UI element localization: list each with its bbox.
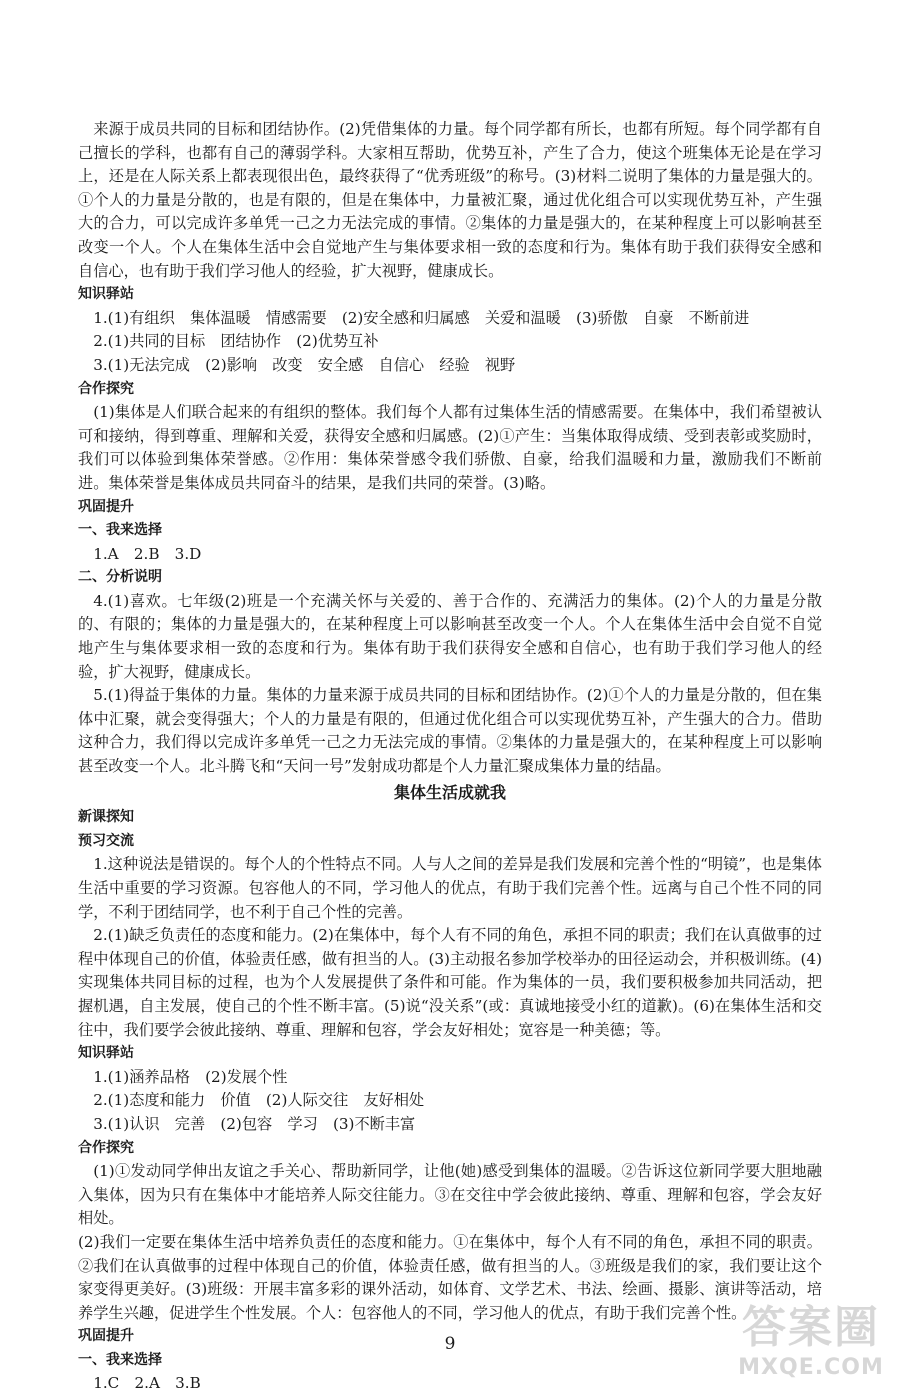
watermark-logo: 答案圈 — [742, 1302, 880, 1353]
cooperation-paragraph: (1)集体是人们联合起来的有组织的整体。我们每个人都有过集体生活的情感需要。在集体中，我们希望被认可和接纳，得到尊重、理解和关爱，获得安全感和归属感。(2)①产生：当集体取得成绩、受到表彰或奖励时，我们可以体验到集体荣誉感。②作用：集体荣誉感令我们骄傲、自豪，给我们温暖和力量，激励我们不断前进。集体荣誉是集体成员共同奋斗的结果，是我们共同的荣誉。(3)略。 — [78, 403, 822, 492]
section-title-cooperation: 合作探究 — [78, 1139, 134, 1156]
lesson-title: 集体生活成就我 — [393, 782, 506, 802]
knowledge-line: 1.(1)涵养品格 (2)发展个性 — [93, 1067, 288, 1086]
section-title-new-lesson: 新课探知 — [78, 809, 134, 826]
preview-paragraph: 1.这种说法是错误的。每个人的个性特点不同。人与人之间的差异是我们发展和完善个性的“明镜”，也是集体生活中重要的学习资源。包容他人的不同，学习他人的优点，有助于我们完善个性。远离与自己个性不同的同学，不利于团结同学，也不利于自己个性的完善。 — [78, 855, 822, 921]
answer-page — [78, 118, 822, 1396]
section-title-preview: 预习交流 — [78, 832, 134, 849]
section-title-cooperation: 合作探究 — [78, 380, 134, 397]
intro-paragraph: 来源于成员共同的目标和团结协作。(2)凭借集体的力量。每个同学都有所长，也都有所短。每个同学都有自己擅长的学科，也都有自己的薄弱学科。大家相互帮助，优势互补，产生了合力，使这个班集体无论是在学习上，还是在人际关系上都表现很出色，最终获得了“优秀班级”的称号。(3)材料二说明了集体的力量是强大的。①个人的力量是分散的，也是有限的，但是在集体中，力量被汇聚，通过优化组合可以实现优势互补，产生强大的合力，可以完成许多单凭一己之力无法完成的事情。②集体的力量是强大的，在某种程度上可以影响甚至改变一个人。个人在集体生活中会自觉地产生与集体要求相一致的态度和行为。集体有助于我们获得安全感和自信心，也有助于我们学习他人的经验，扩大视野，健康成长。 — [78, 120, 822, 280]
preview-paragraph: 2.(1)缺乏负责任的态度和能力。(2)在集体中，每个人有不同的角色，承担不同的职责；我们在认真做事的过程中体现自己的价值，体验责任感，做有担当的人。(3)主动报名参加学校举办的田径运动会，并积极训练。(4)实现集体共同目标的过程，也为个人发展提供了条件和可能。作为集体的一员，我们要积极参加共同活动，把握机遇，自主发展，使自己的个性不断丰富。(5)说“没关系”(或：真诚地接受小红的道歉)。(6)在集体生活和交往中，我们要学会彼此接纳、尊重、理解和包容，学会友好相处；宽容是一种美德；等。 — [78, 926, 822, 1039]
analysis-paragraph: 4.(1)喜欢。七年级(2)班是一个充满关怀与关爱的、善于合作的、充满活力的集体。(2)个人的力量是分散的、有限的；集体的力量是强大的，在某种程度上可以影响甚至改变一个人。个人在集体生活中会自觉不自觉地产生与集体要求相一致的态度和行为。集体有助于我们获得安全感和自信心，也有助于我们学习他人的经验，扩大视野，健康成长。 — [78, 591, 822, 681]
knowledge-line: 2.(1)共同的目标 团结协作 (2)优势互补 — [93, 332, 379, 351]
page-number: 9 — [444, 1334, 456, 1354]
watermark — [736, 1300, 886, 1382]
knowledge-line: 3.(1)认识 完善 (2)包容 学习 (3)不断丰富 — [93, 1114, 416, 1133]
cooperation-paragraph: (1)①发动同学伸出友谊之手关心、帮助新同学，让他(她)感受到集体的温暖。②告诉这位新同学要大胆地融入集体，因为只有在集体中才能培养人际交往能力。③在交往中学会彼此接纳、尊重、理解和包容，学会友好相处。 — [78, 1162, 822, 1228]
choice-answers: 1.C 2.A 3.B — [93, 1374, 201, 1393]
section-title-consolidation: 巩固提升 — [78, 498, 134, 515]
section-title-knowledge: 知识驿站 — [78, 286, 134, 303]
subsection-title-choice: 一、我来选择 — [78, 522, 162, 539]
subsection-title-analysis: 二、分析说明 — [78, 569, 162, 586]
knowledge-line: 3.(1)无法完成 (2)影响 改变 安全感 自信心 经验 视野 — [93, 355, 516, 374]
analysis-paragraph: 5.(1)得益于集体的力量。集体的力量来源于成员共同的目标和团结协作。(2)①个人的力量是分散的，但在集体中汇聚，就会变得强大；个人的力量是有限的，但通过优化组合可以实现优势互补，产生强大的合力。借助这种合力，我们得以完成许多单凭一己之力无法完成的事情。②集体的力量是强大的，在某种程度上可以影响甚至改变一个人。北斗腾飞和“天问一号”发射成功都是个人力量汇聚成集体力量的结晶。 — [78, 686, 822, 776]
watermark-url: MXQE.COM — [738, 1355, 884, 1380]
cooperation-paragraph: (2)我们一定要在集体生活中培养负责任的态度和能力。①在集体中，每个人有不同的角色，承担不同的职责。②我们在认真做事的过程中体现自己的价值，体验责任感，做有担当的人。③班级是我们的家，我们要让这个家变得更美好。(3)班级：开展丰富多彩的课外活动，如体育、文学艺术、书法、绘画、摄影、演讲等活动，培养学生兴趣，促进学生个性发展。个人：包容他人的不同，学习他人的优点，有助于我们完善个性。 — [78, 1232, 822, 1322]
knowledge-line: 2.(1)态度和能力 价值 (2)人际交往 友好相处 — [93, 1091, 425, 1110]
choice-answers: 1.A 2.B 3.D — [93, 544, 202, 563]
section-title-consolidation: 巩固提升 — [78, 1328, 134, 1345]
subsection-title-choice: 一、我来选择 — [78, 1351, 162, 1368]
knowledge-line: 1.(1)有组织 集体温暖 情感需要 (2)安全感和归属感 关爱和温暖 (3)骄傲 自豪 不断前进 — [93, 308, 750, 327]
section-title-knowledge: 知识驿站 — [78, 1045, 134, 1062]
